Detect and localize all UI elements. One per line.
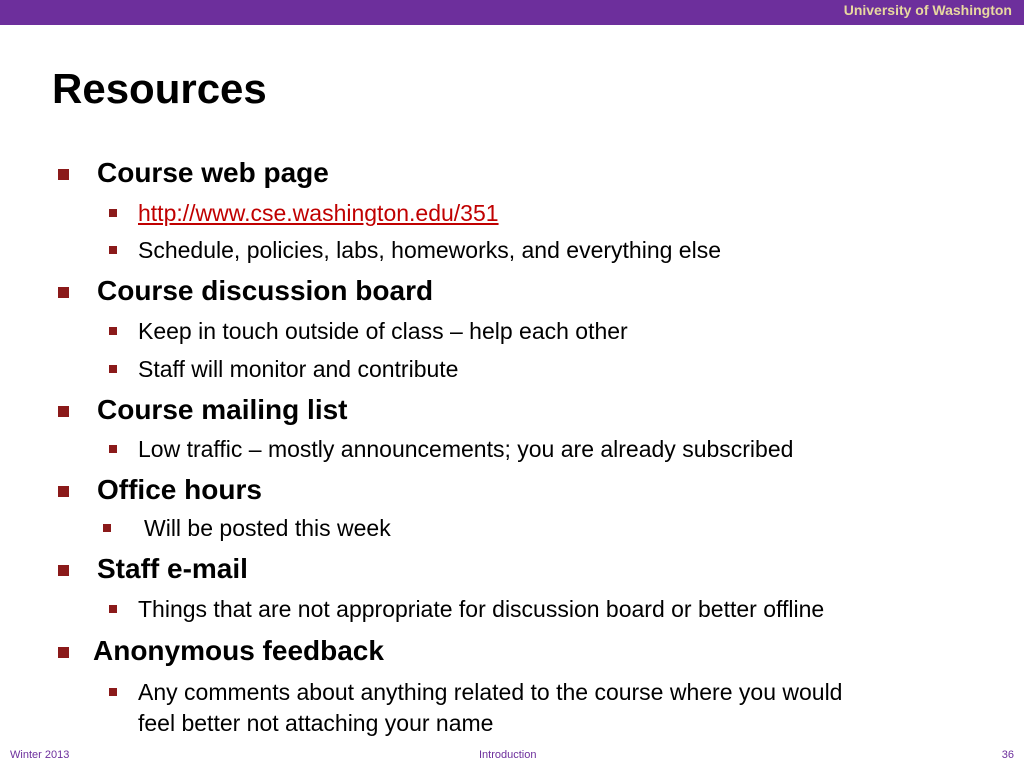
slide-title: Resources [52,65,267,112]
bullet-marker-icon [58,169,69,180]
sub-bullet-marker-icon [109,327,117,335]
header-bar [0,0,1024,25]
bullet-marker-icon [58,486,69,497]
sub-bullet-text: Any comments about anything related to the course where you would [138,679,843,705]
bullet-marker-icon [58,406,69,417]
sub-bullet-marker-icon [109,605,117,613]
bullet-text: Anonymous feedback [93,635,384,666]
sub-bullet-text: Schedule, policies, labs, homeworks, and everything else [138,237,721,263]
sub-bullet-marker-icon [109,209,117,217]
sub-bullet-marker-icon [109,365,117,373]
bullet-text: Course mailing list [97,394,348,425]
sub-bullet-marker-icon [109,246,117,254]
bullet-text: Course discussion board [97,275,434,306]
course-url-link[interactable]: http://www.cse.washington.edu/351 [138,200,499,226]
sub-bullet-marker-icon [109,688,117,696]
sub-bullet-text: Keep in touch outside of class – help each other [138,318,628,344]
sub-bullet-marker-icon [103,524,111,532]
institution-name: University of Washington [843,2,1012,18]
sub-bullet-text: Will be posted this week [144,515,391,541]
footer-term: Winter 2013 [10,749,70,761]
bullet-text: Office hours [97,474,262,505]
footer-section: Introduction [479,749,537,761]
bullet-text: Staff e-mail [97,553,248,584]
footer-page-number: 36 [1001,749,1014,761]
bullet-marker-icon [58,647,69,658]
sub-bullet-text: Staff will monitor and contribute [138,356,459,382]
sub-bullet-text: Low traffic – mostly announcements; you are already subscribed [138,436,794,462]
sub-bullet-text: Things that are not appropriate for discussion board or better offline [138,596,825,622]
sub-bullet-marker-icon [109,445,117,453]
sub-bullet-text: feel better not attaching your name [138,710,494,736]
bullet-text: Course web page [97,157,329,188]
bullet-marker-icon [58,565,69,576]
bullet-marker-icon [58,287,69,298]
